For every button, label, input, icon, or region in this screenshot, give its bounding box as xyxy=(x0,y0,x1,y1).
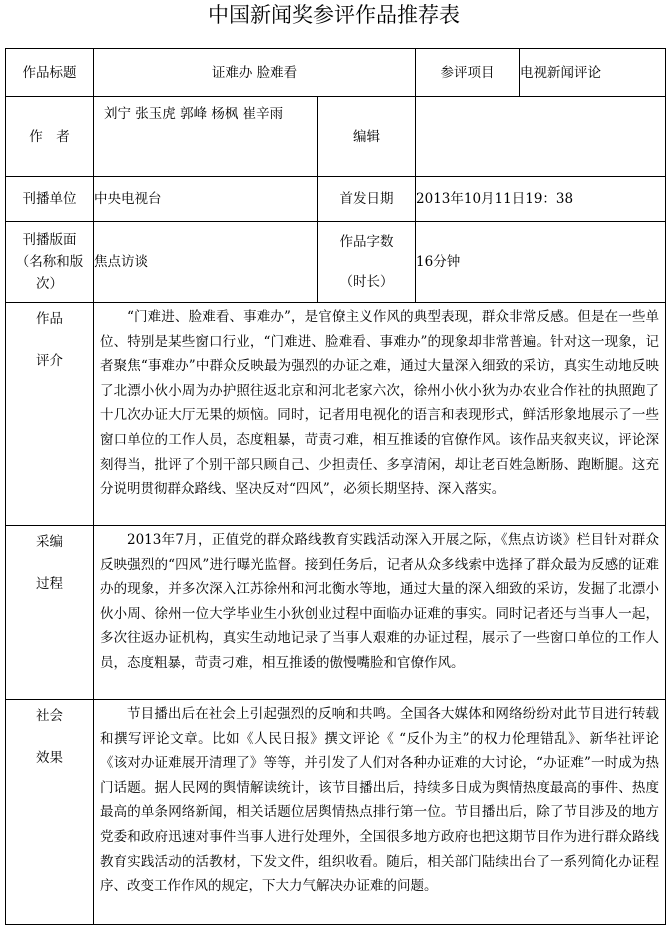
authors-value: 刘宁 张玉虎 郭峰 杨枫 崔辛雨 xyxy=(94,97,318,177)
length-label-line1: 作品字数 xyxy=(339,234,394,250)
length-label xyxy=(318,222,416,303)
category-value: 电视新闻评论 xyxy=(520,49,666,97)
first-date-value: 2013年10月11日19：38 xyxy=(416,177,666,222)
section-label-line3: 次） xyxy=(36,276,63,292)
process-label-line2: 过程 xyxy=(36,576,63,592)
first-date-label: 首发日期 xyxy=(318,177,416,222)
length-label-line2: （时长） xyxy=(339,274,394,290)
authors-label: 作 者 xyxy=(6,97,94,177)
effect-label-line2: 效果 xyxy=(36,750,63,766)
publisher-label: 刊播单位 xyxy=(6,177,94,222)
row-effect xyxy=(6,700,666,925)
length-value: 16分钟 xyxy=(416,222,666,303)
evaluation-label-line2: 评介 xyxy=(36,353,63,369)
process-label xyxy=(6,526,94,700)
section-label-line2: （名称和版 xyxy=(15,254,84,270)
publisher-value: 中央电视台 xyxy=(94,177,318,222)
editor-label: 编辑 xyxy=(318,97,416,177)
effect-label-line1: 社会 xyxy=(36,708,63,724)
row-section xyxy=(6,222,666,303)
evaluation-label-line1: 作品 xyxy=(36,311,63,327)
row-authors xyxy=(6,97,666,177)
work-title-label: 作品标题 xyxy=(6,49,94,97)
section-value: 焦点访谈 xyxy=(94,222,318,303)
process-text: 2013年7月，正值党的群众路线教育实践活动深入开展之际，《焦点访谈》栏目针对群众反映强烈的“四风”进行曝光监督。接到任务后，记者从众多线索中选择了群众最为反感的证难办的现象，并多次深入江苏徐州和河北衡水等地，通过大量的深入细致的采访，发掘了北漂小伙小周、徐州一位大学毕业生小狄创业过程中面临办证难的事实。同时记者还与当事人一起，多次往返办证机构，真实生动地记录了当事人艰难的办证过程，展示了一些窗口单位的工作人员，态度粗暴，苛责刁难，相互推诿的傲慢嘴脸和官僚作风。 xyxy=(94,526,666,700)
category-label: 参评项目 xyxy=(416,49,520,97)
evaluation-text: “门难进、脸难看、事难办”，是官僚主义作风的典型表现，群众非常反感。但是在一些单位、特别是某些窗口行业，“门难进、脸难看、事难办”的现象却非常普遍。针对这一现象，记者聚焦“事难办”中群众反映最为强烈的办证之难，通过大量深入细致的采访，真实生动地反映了北漂小伙小周为办护照往返北京和河北老家六次，徐州小伙小狄为办农业合作社的执照跑了十几次办证大厅无果的烦恼。同时，记者用电视化的语言和表现形式，鲜活形象地展示了一些窗口单位的工作人员，态度粗暴，苛责刁难，相互推诿的官僚作风。该作品夹叙夹议，评论深刻得当，批评了个别干部只顾自己、少担责任、多享清闲，却让老百姓急断肠、跑断腿。这充分说明贯彻群众路线、坚决反对“四风”，必须长期坚持、深入落实。 xyxy=(94,303,666,526)
row-work-title xyxy=(6,49,666,97)
recommendation-form xyxy=(5,48,666,925)
section-label xyxy=(6,222,94,303)
row-process xyxy=(6,526,666,700)
effect-text: 节目播出后在社会上引起强烈的反响和共鸣。全国各大媒体和网络纷纷对此节目进行转载和撰写评论文章。比如《人民日报》撰文评论《 “反仆为主”的权力伦理错乱》、新华社评论《该对办证难展开清理了》等等，并引发了人们对各种办证难的大讨论，“办证难”一时成为热门话题。据人民网的舆情解读统计，该节目播出后，持续多日成为舆情热度最高的事件、热度最高的单条网络新闻，相关话题位居舆情热点排行第一位。节目播出后，除了节目涉及的地方党委和政府迅速对事件当事人进行处理外，全国很多地方政府也把这期节目作为进行群众路线教育实践活动的活教材，下发文件，组织收看。随后，相关部门陆续出台了一系列简化办证程序、改变工作作风的规定，下大力气解决办证难的问题。 xyxy=(94,700,666,925)
row-publisher xyxy=(6,177,666,222)
process-label-line1: 采编 xyxy=(36,534,63,550)
evaluation-label xyxy=(6,303,94,526)
section-label-line1: 刊播版面 xyxy=(22,232,77,248)
editor-value xyxy=(416,97,666,177)
effect-label xyxy=(6,700,94,925)
page-title: 中国新闻奖参评作品推荐表 xyxy=(208,3,460,27)
row-evaluation xyxy=(6,303,666,526)
work-title-value: 证难办 脸难看 xyxy=(94,49,416,97)
